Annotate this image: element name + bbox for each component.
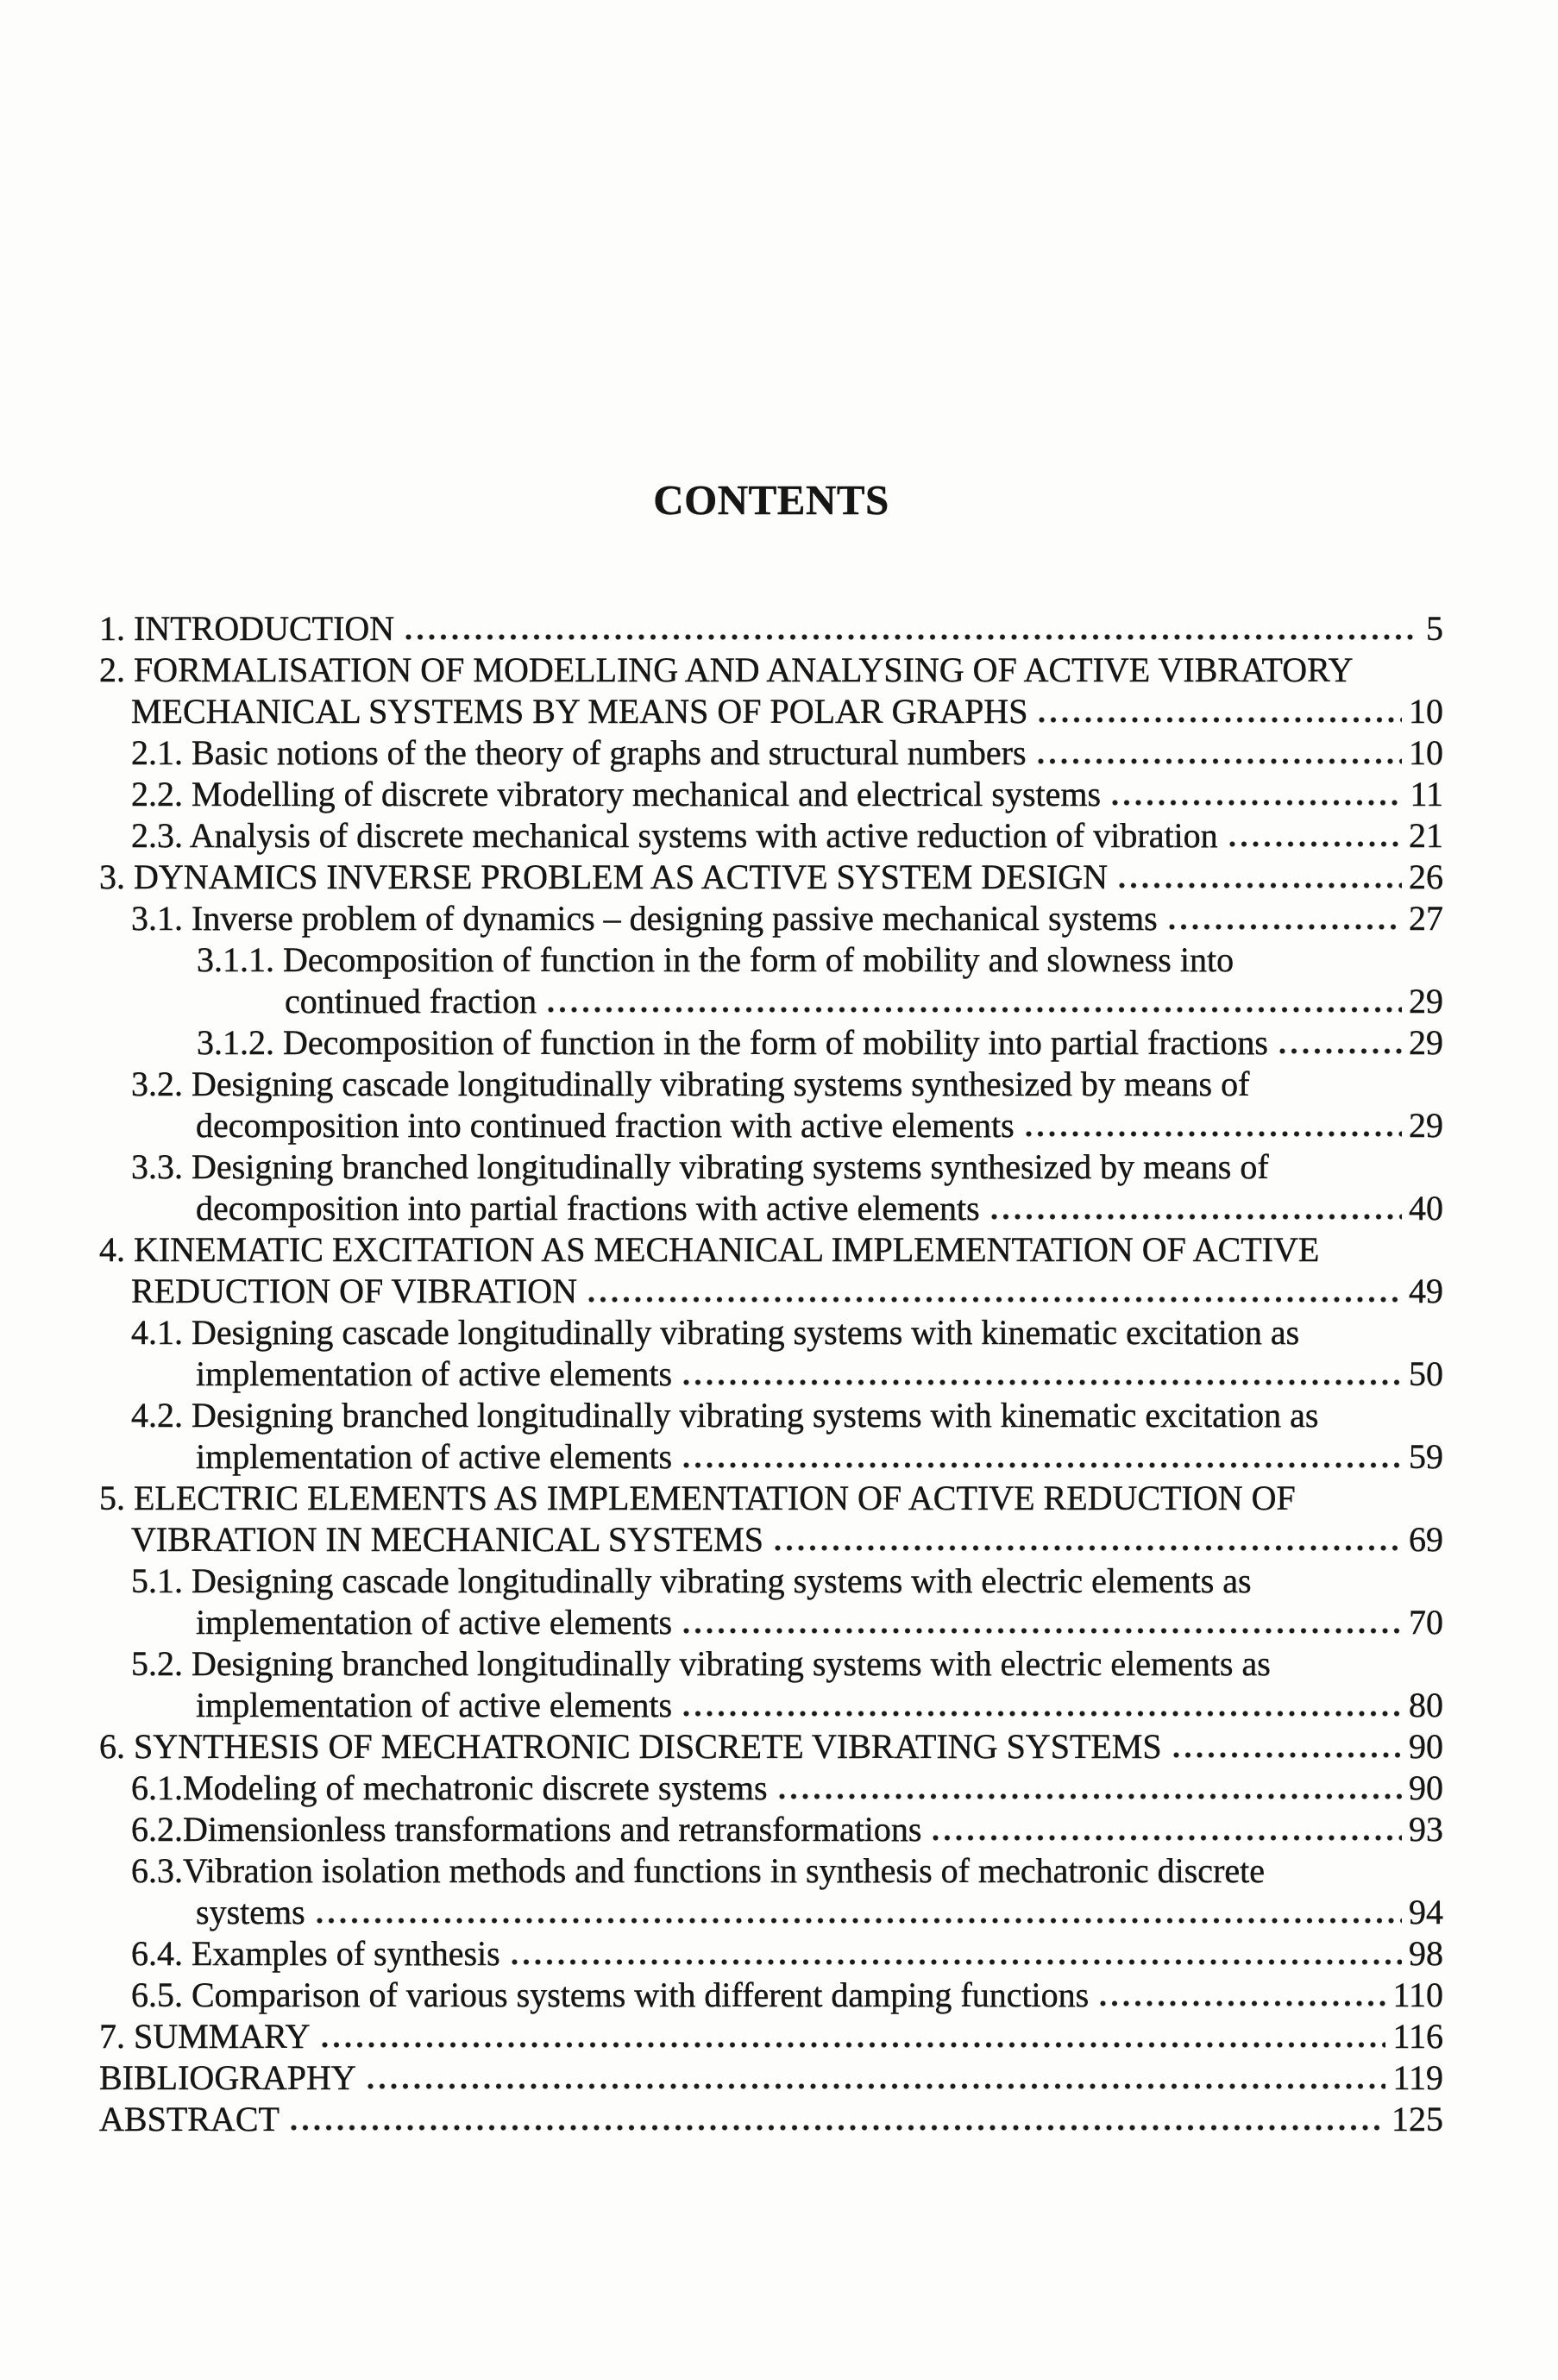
toc-entry bbox=[99, 1229, 1443, 1312]
toc-line bbox=[99, 1809, 1443, 1850]
dot-leader bbox=[776, 1793, 1402, 1799]
toc-line-text: 6.2.Dimensionless transformations and retransformations bbox=[131, 1810, 922, 1849]
toc-entry bbox=[99, 857, 1443, 898]
toc-line bbox=[99, 1478, 1443, 1519]
dot-leader bbox=[1036, 717, 1402, 723]
toc-line bbox=[99, 1022, 1443, 1064]
toc-line bbox=[99, 1146, 1443, 1188]
toc-entry bbox=[99, 1809, 1443, 1850]
toc-entry bbox=[99, 2057, 1443, 2099]
page-number: 10 bbox=[1409, 692, 1443, 731]
toc-entry bbox=[99, 1768, 1443, 1809]
toc-entry bbox=[99, 2099, 1443, 2140]
toc-line-text: 3. DYNAMICS INVERSE PROBLEM AS ACTIVE SYSTEM DESIGN bbox=[99, 857, 1109, 896]
page-number: 98 bbox=[1409, 1934, 1443, 1973]
dot-leader bbox=[314, 1918, 1402, 1924]
toc-line bbox=[99, 1685, 1443, 1726]
toc-entry bbox=[99, 939, 1443, 1022]
toc-line-text: decomposition into continued fraction with active elements bbox=[196, 1106, 1015, 1145]
page-number: 59 bbox=[1409, 1437, 1443, 1476]
page-number: 11 bbox=[1410, 775, 1443, 813]
toc-line bbox=[99, 732, 1443, 774]
toc-entry bbox=[99, 1850, 1443, 1933]
toc-entry bbox=[99, 1726, 1443, 1768]
dot-leader bbox=[1109, 800, 1403, 806]
dot-leader bbox=[1023, 1131, 1402, 1137]
toc-line-text: 2. FORMALISATION OF MODELLING AND ANALYSING OF ACTIVE VIBRATORY bbox=[99, 650, 1354, 689]
page-number: 26 bbox=[1409, 857, 1443, 896]
toc-entry bbox=[99, 1478, 1443, 1561]
toc-line-text: MECHANICAL SYSTEMS BY MEANS OF POLAR GRAPHS bbox=[131, 692, 1028, 731]
dot-leader bbox=[989, 1214, 1402, 1220]
toc-line-text: systems bbox=[196, 1893, 305, 1931]
toc-line-text: 5.1. Designing cascade longitudinally vibrating systems with electric elements as bbox=[131, 1561, 1252, 1600]
page-number: 93 bbox=[1409, 1810, 1443, 1849]
toc-line bbox=[99, 1519, 1443, 1561]
dot-leader bbox=[1035, 758, 1402, 764]
dot-leader bbox=[586, 1297, 1402, 1303]
toc-line bbox=[99, 2057, 1443, 2099]
toc-line-text: 2.1. Basic notions of the theory of graphs and structural numbers bbox=[131, 733, 1027, 772]
page-number: 10 bbox=[1409, 733, 1443, 772]
toc-entry bbox=[99, 650, 1443, 732]
toc-entry bbox=[99, 774, 1443, 815]
toc-line bbox=[99, 1933, 1443, 1975]
dot-leader bbox=[365, 2083, 1386, 2089]
dot-leader bbox=[1097, 2000, 1385, 2006]
toc-line bbox=[99, 1188, 1443, 1229]
dot-leader bbox=[545, 1007, 1402, 1013]
toc-line-text: 3.2. Designing cascade longitudinally vibrating systems synthesized by means of bbox=[131, 1064, 1250, 1103]
toc-entry bbox=[99, 1064, 1443, 1146]
page-number: 125 bbox=[1392, 2100, 1443, 2138]
toc-line bbox=[99, 1726, 1443, 1768]
toc-line bbox=[99, 650, 1443, 691]
toc-line-text: 1. INTRODUCTION bbox=[99, 609, 395, 648]
page-number: 27 bbox=[1409, 899, 1443, 938]
toc-entry bbox=[99, 815, 1443, 857]
toc-line bbox=[99, 608, 1443, 650]
dot-leader bbox=[681, 1462, 1402, 1468]
toc-line-text: 6. SYNTHESIS OF MECHATRONIC DISCRETE VIBRATING SYSTEMS bbox=[99, 1727, 1162, 1766]
dot-leader bbox=[319, 2042, 1386, 2048]
toc-line bbox=[99, 1602, 1443, 1643]
toc-line bbox=[99, 1850, 1443, 1892]
toc-line-text: 2.2. Modelling of discrete vibratory mechanical and electrical systems bbox=[131, 775, 1102, 813]
toc-entry bbox=[99, 1561, 1443, 1643]
toc-line-text: 6.3.Vibration isolation methods and functions in synthesis of mechatronic discrete bbox=[131, 1851, 1266, 1890]
page-number: 90 bbox=[1409, 1727, 1443, 1766]
dot-leader bbox=[681, 1379, 1402, 1385]
toc-line bbox=[99, 981, 1443, 1022]
dot-leader bbox=[509, 1959, 1402, 1965]
toc-line bbox=[99, 1105, 1443, 1146]
page-number: 119 bbox=[1392, 2058, 1443, 2097]
toc-line-text: 4. KINEMATIC EXCITATION AS MECHANICAL IMPLEMENTATION OF ACTIVE bbox=[99, 1230, 1320, 1269]
toc-line-text: decomposition into partial fractions with active elements bbox=[196, 1189, 980, 1228]
page-number: 29 bbox=[1409, 1106, 1443, 1145]
toc-line bbox=[99, 1892, 1443, 1933]
toc-entry bbox=[99, 1022, 1443, 1064]
toc-line-text: 5.2. Designing branched longitudinally vibrating systems with electric elements as bbox=[131, 1644, 1271, 1683]
dot-leader bbox=[772, 1545, 1402, 1551]
page-number: 5 bbox=[1426, 609, 1443, 648]
toc-line-text: 5. ELECTRIC ELEMENTS AS IMPLEMENTATION OF ACTIVE REDUCTION OF bbox=[99, 1479, 1296, 1517]
toc-line bbox=[99, 2016, 1443, 2057]
toc-line-text: VIBRATION IN MECHANICAL SYSTEMS bbox=[131, 1520, 763, 1559]
toc-list bbox=[99, 608, 1443, 2140]
toc-line bbox=[99, 691, 1443, 732]
toc-entry bbox=[99, 898, 1443, 939]
page-number: 110 bbox=[1392, 1975, 1443, 2014]
toc-entry bbox=[99, 1643, 1443, 1726]
toc-entry bbox=[99, 1975, 1443, 2016]
toc-line-text: implementation of active elements bbox=[196, 1686, 673, 1724]
page-number: 49 bbox=[1409, 1272, 1443, 1310]
page-number: 116 bbox=[1392, 2017, 1443, 2056]
toc-line-text: 6.5. Comparison of various systems with different damping functions bbox=[131, 1975, 1090, 2014]
toc-line bbox=[99, 1395, 1443, 1436]
toc-line bbox=[99, 1353, 1443, 1395]
toc-line bbox=[99, 1436, 1443, 1478]
page-number: 40 bbox=[1409, 1189, 1443, 1228]
toc-line-text: 4.2. Designing branched longitudinally vibrating systems with kinematic excitation as bbox=[131, 1396, 1319, 1435]
toc-line bbox=[99, 1312, 1443, 1353]
toc-line bbox=[99, 939, 1443, 981]
toc-line-text: implementation of active elements bbox=[196, 1354, 673, 1393]
toc-line bbox=[99, 2099, 1443, 2140]
toc-entry bbox=[99, 1933, 1443, 1975]
toc-entry bbox=[99, 1146, 1443, 1229]
dot-leader bbox=[1277, 1048, 1402, 1054]
toc-line-text: implementation of active elements bbox=[196, 1437, 673, 1476]
toc-line-text: 3.1.1. Decomposition of function in the form of mobility and slowness into bbox=[197, 940, 1234, 979]
toc-entry bbox=[99, 1395, 1443, 1478]
toc-entry bbox=[99, 732, 1443, 774]
page-number: 50 bbox=[1409, 1354, 1443, 1393]
dot-leader bbox=[681, 1711, 1402, 1717]
toc-line bbox=[99, 774, 1443, 815]
dot-leader bbox=[1227, 841, 1402, 847]
page-title: CONTENTS bbox=[653, 476, 889, 524]
page-number: 21 bbox=[1409, 816, 1443, 855]
toc-line-text: REDUCTION OF VIBRATION bbox=[131, 1272, 578, 1310]
toc-entry bbox=[99, 2016, 1443, 2057]
page-number: 70 bbox=[1409, 1603, 1443, 1642]
dot-leader bbox=[403, 634, 1419, 640]
toc-line bbox=[99, 1975, 1443, 2016]
page-number: 80 bbox=[1409, 1686, 1443, 1724]
toc-line-text: BIBLIOGRAPHY bbox=[99, 2058, 356, 2097]
toc-line bbox=[99, 857, 1443, 898]
toc-line-text: 3.1.2. Decomposition of function in the form of mobility into partial fractions bbox=[197, 1023, 1268, 1062]
dot-leader bbox=[1171, 1752, 1402, 1758]
toc-line-text: 3.3. Designing branched longitudinally vibrating systems synthesized by means of bbox=[131, 1147, 1269, 1186]
toc-line bbox=[99, 898, 1443, 939]
toc-line-text: 6.4. Examples of synthesis bbox=[131, 1934, 500, 1973]
dot-leader bbox=[1116, 882, 1402, 889]
toc-line bbox=[99, 1229, 1443, 1271]
toc-line bbox=[99, 815, 1443, 857]
dot-leader bbox=[288, 2125, 1385, 2131]
toc-line-text: 3.1. Inverse problem of dynamics – designing passive mechanical systems bbox=[131, 899, 1158, 938]
toc-line-text: 4.1. Designing cascade longitudinally vibrating systems with kinematic excitation as bbox=[131, 1313, 1300, 1352]
page-number: 29 bbox=[1409, 982, 1443, 1020]
page-number: 29 bbox=[1409, 1023, 1443, 1062]
page-number: 69 bbox=[1409, 1520, 1443, 1559]
dot-leader bbox=[681, 1628, 1402, 1634]
page-number: 90 bbox=[1409, 1768, 1443, 1807]
dot-leader bbox=[1166, 924, 1402, 930]
toc-line bbox=[99, 1768, 1443, 1809]
page-number: 94 bbox=[1409, 1893, 1443, 1931]
toc-line bbox=[99, 1643, 1443, 1685]
toc-line-text: implementation of active elements bbox=[196, 1603, 673, 1642]
toc-entry bbox=[99, 1312, 1443, 1395]
dot-leader bbox=[930, 1835, 1402, 1841]
toc-line bbox=[99, 1271, 1443, 1312]
toc-line-text: 2.3. Analysis of discrete mechanical systems with active reduction of vibration bbox=[131, 816, 1218, 855]
toc-line bbox=[99, 1064, 1443, 1105]
toc-line-text: continued fraction bbox=[285, 982, 537, 1020]
toc-line-text: 7. SUMMARY bbox=[99, 2017, 311, 2056]
toc-line-text: ABSTRACT bbox=[99, 2100, 280, 2138]
toc-line-text: 6.1.Modeling of mechatronic discrete systems bbox=[131, 1768, 768, 1807]
toc-entry bbox=[99, 608, 1443, 650]
toc-line bbox=[99, 1561, 1443, 1602]
